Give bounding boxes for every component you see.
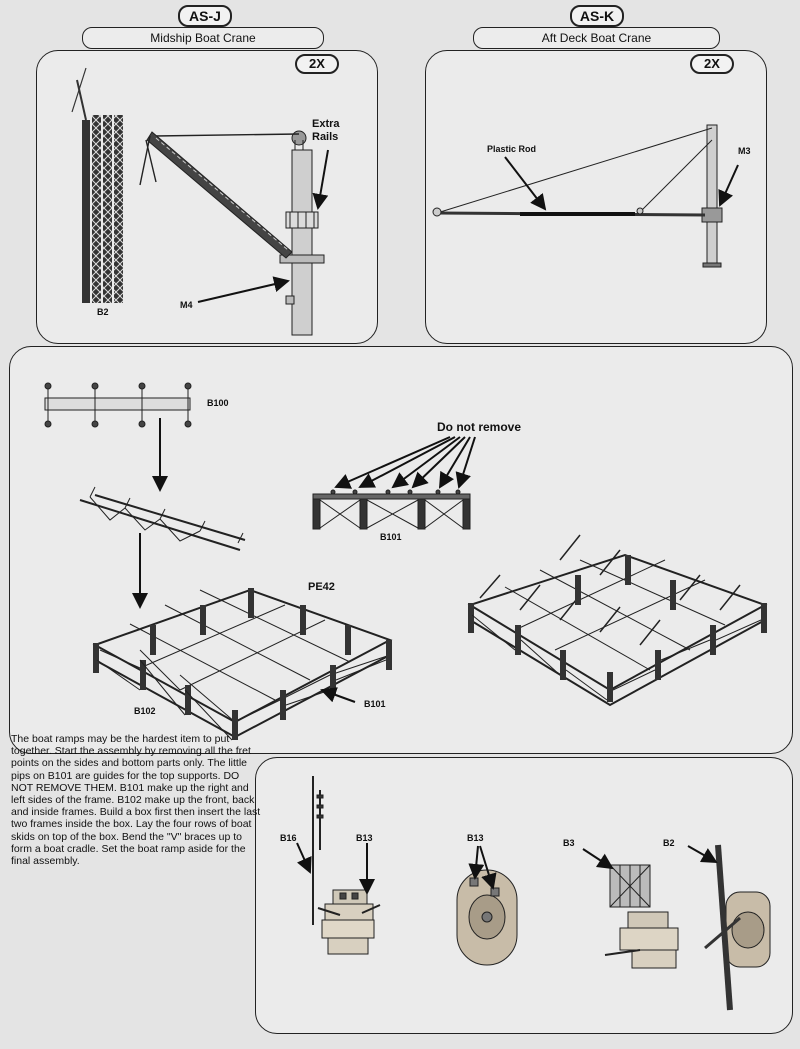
label-b100: B100 [207,398,229,408]
b2-lattice-strips [72,68,123,303]
arrow-extra-rails [318,150,328,208]
label-b102: B102 [134,706,156,716]
b101-side-frame [313,490,470,529]
b100-strip [45,383,191,427]
label-b16: B16 [280,833,297,843]
as-k-qty: 2X [690,54,734,74]
arrow-b2 [688,846,716,862]
pe42-frame [93,588,392,740]
b2-mast-detail [705,845,770,1010]
instructions-text: The boat ramps may be the hardest item to put together. Start the assembly by removing all the fret points on the sides and bottom parts only. The little pips on B101 are guides for the top supports. DO NOT REMOVE THEM. B101 make up the right and left sides of the frame. B102 make up the front, back and inside frames. Build a box first then insert the last two frames inside the box. Lay the four rows of boat skids on top of the box. Bend the "V" braces up to form a boat cradle. Set the boat ramp aside for the final assembly. [11,733,261,868]
mast-assembly-detail [313,776,380,954]
label-b13-mid: B13 [467,833,484,843]
label-do-not-remove: Do not remove [437,420,522,434]
b13-base-detail [457,870,517,965]
label-plastic-rod: Plastic Rod [487,144,537,154]
label-b2-detail: B2 [663,838,675,848]
arrow-m4 [198,281,288,302]
label-b101-top: B101 [380,532,402,542]
label-b2: B2 [97,307,109,317]
pe42-with-skids [468,535,767,705]
label-m4: M4 [180,300,193,310]
arrow-b101-bottom [322,690,355,702]
as-k-title: Aft Deck Boat Crane [473,27,720,49]
label-extra-rails: Extra Rails [312,118,340,143]
label-m3: M3 [738,146,751,156]
arrow-b3 [583,849,612,868]
label-b3: B3 [563,838,575,848]
arrow-plastic-rod [505,157,545,209]
label-pe42: PE42 [308,581,335,593]
folded-skid [80,487,245,550]
arrow-m3 [720,165,738,205]
as-j-tag: AS-J [178,5,232,27]
as-k-tag: AS-K [570,5,624,27]
b3-assembly-detail [605,865,678,968]
label-b101-bottom: B101 [364,699,386,709]
label-b13-left: B13 [356,833,373,843]
arrows-do-not-remove [336,437,475,487]
as-j-title: Midship Boat Crane [82,27,324,49]
arrow-b16 [297,843,310,872]
as-j-crane [140,131,324,335]
as-k-crane [433,125,722,267]
as-j-qty: 2X [295,54,339,74]
